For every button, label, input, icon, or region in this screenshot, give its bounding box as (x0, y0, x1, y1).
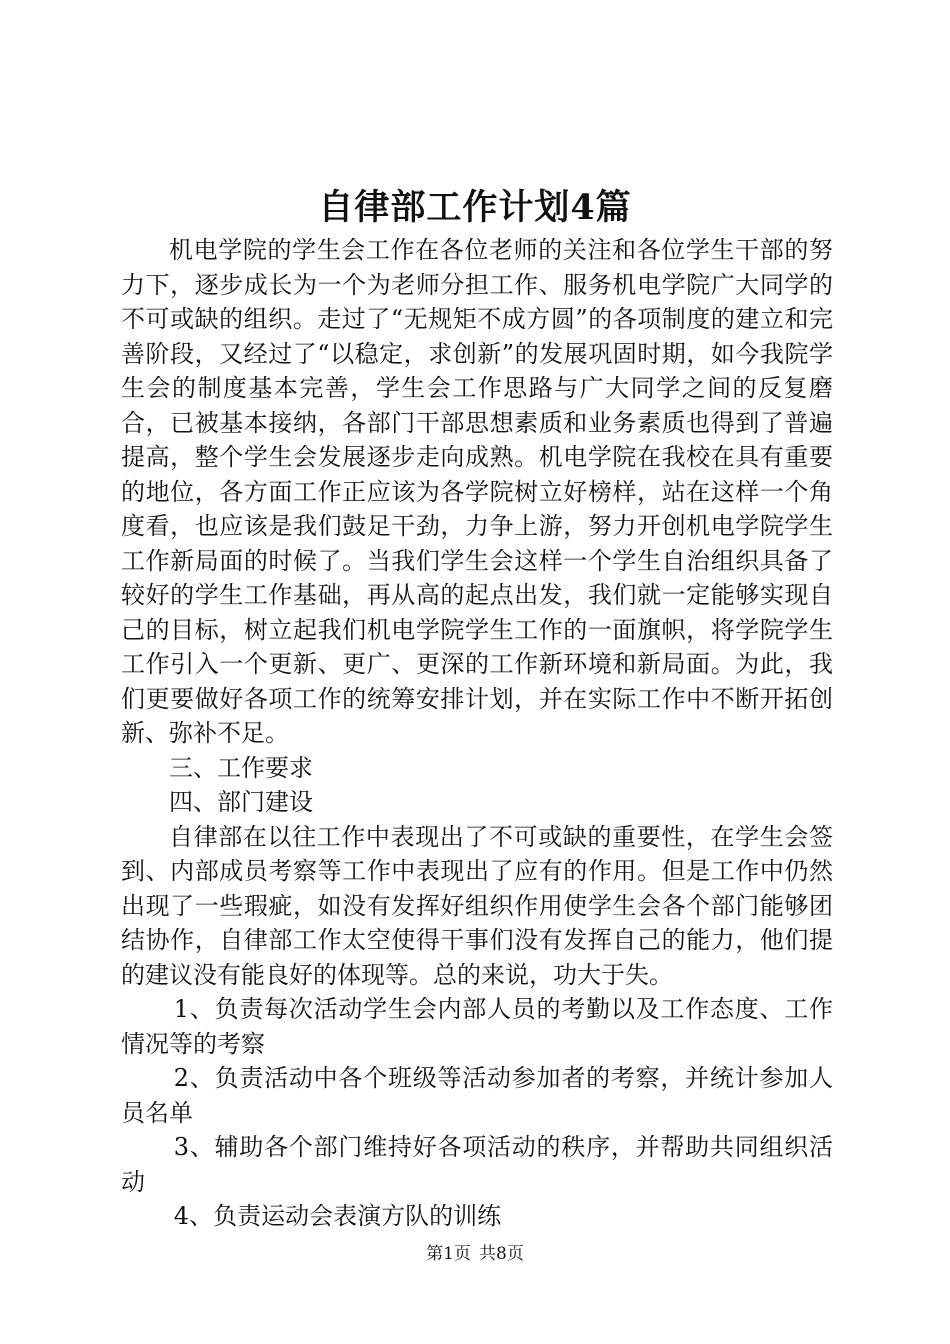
intro-paragraph: 机电学院的学生会工作在各位老师的关注和各位学生干部的努力下，逐步成长为一个为老师分担工作、服务机电学院广大同学的不可或缺的组织。走过了“无规矩不成方圆”的各项制度的建立和完善阶段，又经过了“以稳定，求创新”的发展巩固时期，如今我院学生会的制度基本完善，学生会工作思路与广大同学之间的反复磨合，已被基本接纳，各部门干部思想素质和业务素质也得到了普遍提高，整个学生会发展逐步走向成熟。机电学院在我校在具有重要的地位，各方面工作正应该为各学院树立好榜样，站在这样一个角度看，也应该是我们鼓足干劲，力争上游，努力开创机电学院学生工作新局面的时候了。当我们学生会这样一个学生自治组织具备了较好的学生工作基础，再从高的起点出发，我们就一定能够实现自己的目标，树立起我们机电学院学生工作的一面旗帜，将学院学生工作引入一个更新、更广、更深的工作新环境和新局面。为此，我们更要做好各项工作的统筹安排计划，并在实际工作中不断开拓创新、弥补不足。 (121, 236, 833, 747)
document-body (121, 233, 833, 1234)
list-item: 3、辅助各个部门维持好各项活动的秩序，并帮助共同组织活动 (121, 1133, 833, 1196)
department-paragraph: 自律部在以往工作中表现出了不可或缺的重要性，在学生会签到、内部成员考察等工作中表现出了应有的作用。但是工作中仍然出现了一些瑕疵，如没有发挥好组织作用使学生会各个部门能够团结协作，自律部工作太空使得干事们没有发挥自己的能力，他们提的建议没有能良好的体现等。总的来说，功大于失。 (121, 822, 833, 989)
list-item: 4、负责运动会表演方队的训练 (173, 1202, 502, 1230)
page-count: 共8页 (479, 1244, 524, 1264)
list-item: 2、负责活动中各个班级等活动参加者的考察，并统计参加人员名单 (121, 1064, 833, 1127)
document-title: 自律部工作计划4篇 (318, 187, 632, 228)
section-heading-work-requirements: 三、工作要求 (169, 753, 313, 782)
page-footer (0, 1243, 950, 1265)
list-item: 1、负责每次活动学生会内部人员的考勤以及工作态度、工作情况等的考察 (121, 995, 833, 1058)
page-number: 第1页 (426, 1244, 471, 1264)
section-heading-department-building: 四、部门建设 (169, 788, 313, 816)
